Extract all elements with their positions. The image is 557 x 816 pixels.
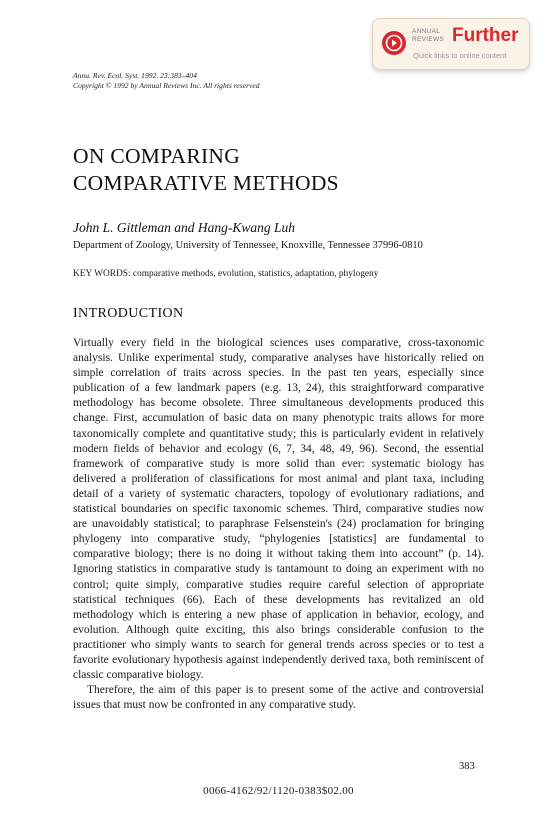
annual-reviews-further-badge[interactable] (372, 18, 530, 70)
article-code: 0066-4162/92/1120-0383$02.00 (203, 785, 354, 797)
play-arrow-icon (382, 31, 406, 55)
article-body (73, 336, 484, 713)
page-number: 383 (459, 761, 475, 772)
author-affiliation: Department of Zoology, University of Tennessee, Knoxville, Tennessee 37996-0810 (73, 240, 423, 251)
badge-brand-label: ANNUAL REVIEWS (412, 28, 445, 43)
paragraph: Therefore, the aim of this paper is to present some of the active and controversial issues that must now be confronted in any comparative study. (73, 684, 484, 712)
article-authors: John L. Gittleman and Hang-Kwang Luh (73, 220, 296, 235)
section-heading: INTRODUCTION (73, 306, 184, 321)
badge-title: Further (452, 25, 519, 46)
badge-subtitle: Quick links to online content (413, 51, 507, 60)
journal-citation (73, 71, 260, 91)
copyright-line: Copyright © 1992 by Annual Reviews Inc. All rights reserved (73, 81, 260, 90)
article-title: ON COMPARING COMPARATIVE METHODS (73, 144, 339, 195)
journal-line: Annu. Rev. Ecol. Syst. 1992. 23:383–404 (73, 71, 197, 80)
keywords: KEY WORDS: comparative methods, evolution, statistics, adaptation, phylogeny (73, 269, 379, 279)
paragraph: Virtually every field in the biological sciences uses comparative, cross-taxonomic analysis. Unlike experimental study, comparative analyses have historically relied on simple correlation of traits across species. In the past ten years, especially since publication of a few landmark papers (e.g. 13, 24), this straightforward comparative methodology has become obsolete. Three simultaneous developments produced this change. First, accumulation of basic data on many phenotypic traits allows for more taxonomically complete and quantitative study; this is particularly evident in relatively modern fields of behavior and ecology (6, 7, 34, 48, 49, 96). Second, the essential framework of comparative study is more solid than ever: systematic biology has delivered a proliferation of classifications for most animal and plant taxa, including detail of a variety of systematic characters, topology of evolutionary radiations, and statistical boundaries on specific taxonomic schemes. Third, comparative studies now are unavoidably statistical; to paraphrase Felsenstein's (24) proclamation for bringing phylogeny into comparative study, “phylogenies [statistics] are fundamental to comparative biology; there is no doing it without taking them into account” (p. 14). Ignoring statistics in comparative study is tantamount to doing an experiment with no control; quite simply, comparative studies require careful selection of appropriate statistical techniques (66). Each of these developments has revitalized an old methodology which is entering a new phase of application in behavior, ecology, and evolution. Although quite exciting, this also brings considerable confusion to the practitioner who simply wants to search for general trends across species or to test a favorite evolutionary hypothesis against independently derived taxa, both reminiscent of classic comparative biology. (73, 337, 484, 682)
